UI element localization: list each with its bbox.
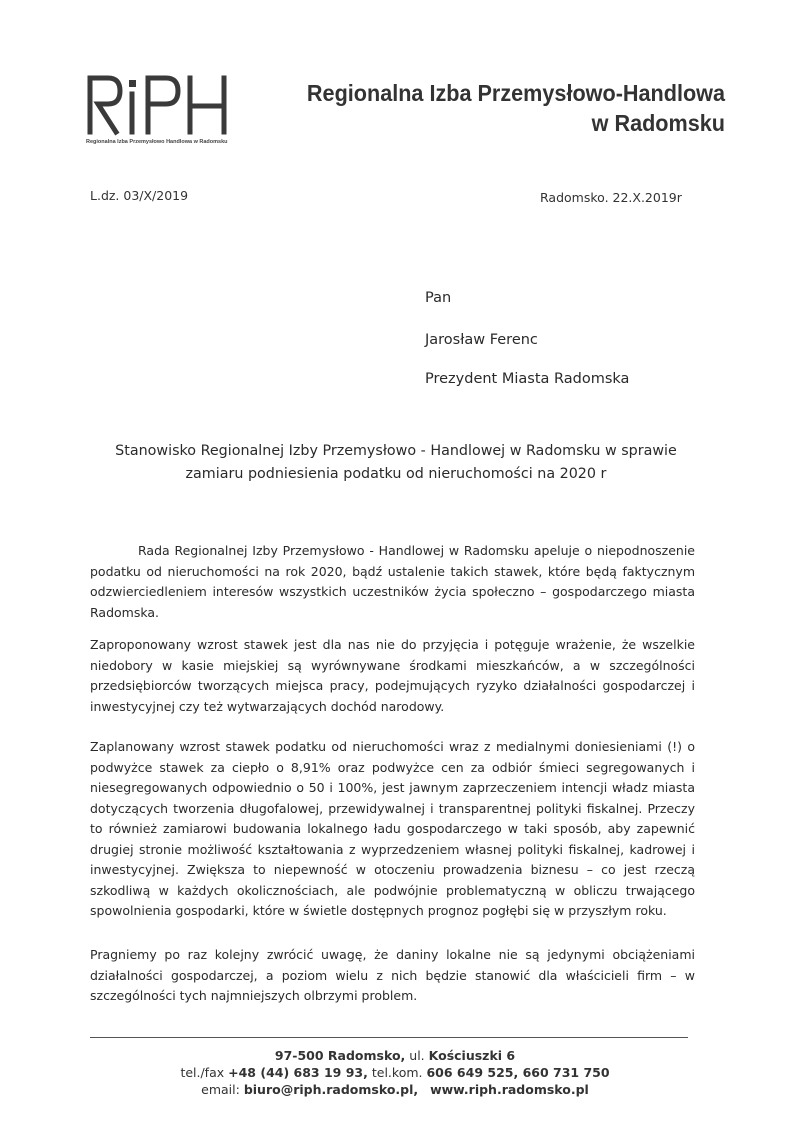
- recipient-title: Prezydent Miasta Radomska: [425, 371, 630, 387]
- logo-caption: Regionalna Izba Przemysłowo Handlowa w Radomsku: [86, 139, 228, 145]
- footer-telfax-label: tel./fax: [180, 1065, 225, 1080]
- footer-telkom-label: tel.kom.: [371, 1065, 423, 1080]
- footer-street: Kościuszki 6: [428, 1048, 516, 1063]
- organization-name-line2: w Radomsku: [591, 110, 725, 136]
- footer-address: [100, 1048, 690, 1064]
- subject-line1: Stanowisko Regionalnej Izby Przemysłowo - Handlowej w Radomsku w sprawie: [115, 443, 677, 459]
- recipient-salutation: Pan: [425, 290, 452, 306]
- footer-website: www.riph.radomsko.pl: [430, 1082, 589, 1097]
- footer-phones: [100, 1065, 690, 1081]
- recipient-name: Jarosław Ferenc: [425, 332, 538, 348]
- footer-street-prefix: ul.: [409, 1048, 425, 1063]
- subject-line2: zamiaru podniesienia podatku od nieruchomości na 2020 r: [185, 466, 607, 482]
- reference-number: L.dz. 03/X/2019: [90, 188, 189, 203]
- organization-logo: [86, 72, 236, 147]
- footer-email: biuro@riph.radomsko.pl,: [243, 1082, 419, 1097]
- footer-telfax: +48 (44) 683 19 93,: [228, 1065, 368, 1080]
- place-and-date: Radomsko. 22.X.2019r: [540, 190, 682, 205]
- footer-telkom: 606 649 525, 660 731 750: [426, 1065, 610, 1080]
- organization-name-line1: Regionalna Izba Przemysłowo-Handlowa: [306, 80, 725, 106]
- riph-logo-mark: [86, 72, 236, 147]
- footer-email-label: email:: [201, 1082, 240, 1097]
- body-paragraph-3: Zaplanowany wzrost stawek podatku od nieruchomości wraz z medialnymi doniesieniami (!) o podwyżce stawek za ciepło o 8,91% oraz podwyżce cen za odbiór śmieci segregowanych i niesegregowanych odpowiednio o 50 i 100%, jest jawnym zaprzeczeniem intencji władz miasta dotyczących tworzenia długofalowej, przewidywalnej i transparentnej polityki fiskalnej. Przeczy to również zamiarowi budowania lokalnego ładu gospodarczego w taki sposób, aby zapewnić drugiej stronie możliwość kształtowania z wyprzedzeniem własnej polityki fiskalnej, kadrowej i inwestycyjnej. Zwiększa to niepewność w otoczeniu prowadzenia biznesu – co jest rzeczą szkodliwą w każdych okolicznościach, ale podwójnie problematyczną w obliczu trwającego spowolnienia gospodarki, które w świetle dostępnych prognoz pogłębi się w przyszłym roku.: [90, 739, 695, 918]
- footer-divider: [90, 1037, 688, 1038]
- footer-contact: [100, 1082, 690, 1098]
- organization-name: [293, 78, 725, 138]
- body-paragraph-2: Zaproponowany wzrost stawek jest dla nas nie do przyjęcia i potęguje wrażenie, że wszelkie niedobory w kasie miejskiej są wyrównywane środkami mieszkańców, a w szczególności przedsiębiorców tworzących miejsca pracy, podejmujących ryzyko działalności gospodarczej i inwestycyjnej czy też wytwarzających dochód narodowy.: [90, 637, 695, 714]
- footer-postal: 97-500 Radomsko,: [274, 1048, 406, 1063]
- letter-subject: [90, 440, 702, 486]
- body-paragraph-1: Rada Regionalnej Izby Przemysłowo - Handlowej w Radomsku apeluje o niepodnoszenie podatku od nieruchomości na rok 2020, bądź ustalenie takich stawek, które będą faktycznym odzwierciedleniem interesów wszystkich uczestników życia społeczno – gospodarczego miasta Radomska.: [90, 543, 695, 620]
- body-paragraph-4: Pragniemy po raz kolejny zwrócić uwagę, że daniny lokalne nie są jedynymi obciążeniami działalności gospodarczej, a poziom wielu z nich będzie stanowić dla właścicieli firm – w szczególności tych najmniejszych olbrzymi problem.: [90, 947, 695, 1003]
